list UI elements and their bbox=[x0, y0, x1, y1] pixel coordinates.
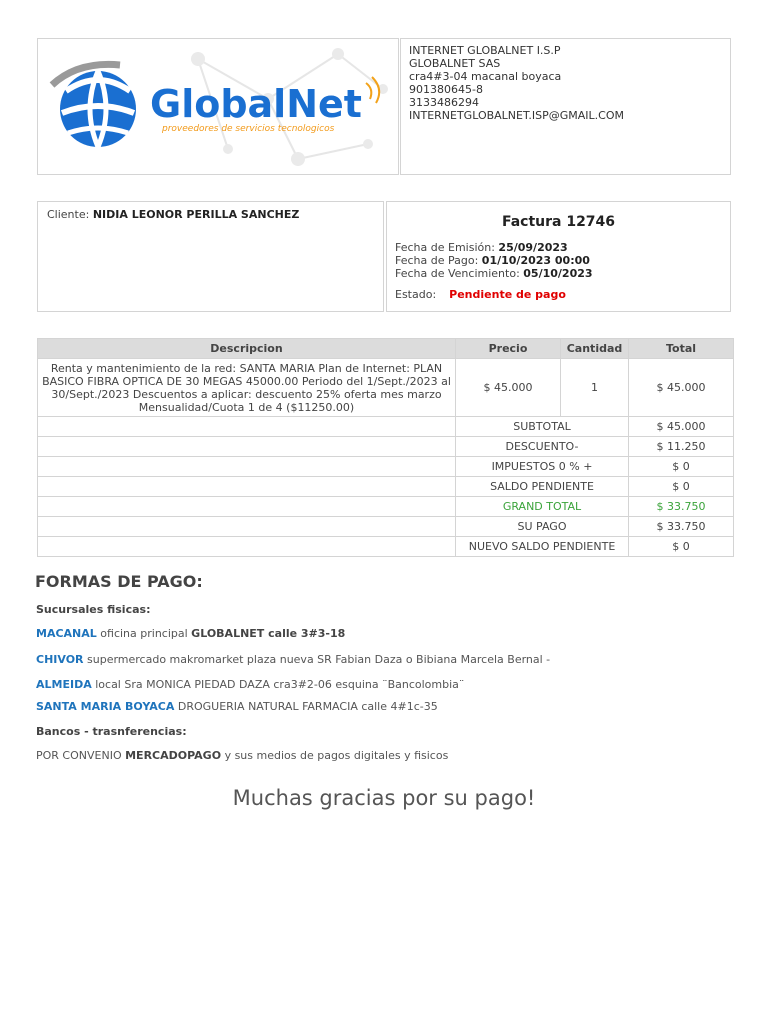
due-date-row bbox=[395, 267, 722, 280]
payment-date-value: 01/10/2023 00:00 bbox=[481, 254, 590, 267]
summary-row bbox=[38, 437, 734, 457]
summary-row bbox=[38, 537, 734, 557]
item-quantity: 1 bbox=[561, 359, 629, 417]
banks-title: Bancos - trasnferencias: bbox=[36, 725, 187, 738]
company-nit: 901380645-8 bbox=[409, 83, 483, 96]
branch-text: oficina principal bbox=[100, 627, 188, 640]
branch-strong: GLOBALNET calle 3#3-18 bbox=[191, 627, 346, 640]
company-legal-name: GLOBALNET SAS bbox=[409, 57, 501, 70]
payment-date-row bbox=[395, 254, 722, 267]
summary-label: IMPUESTOS 0 % + bbox=[456, 457, 629, 477]
branches-title: Sucursales fisicas: bbox=[36, 603, 151, 616]
summary-value: $ 0 bbox=[629, 477, 734, 497]
grand-total-label: GRAND TOTAL bbox=[456, 497, 629, 517]
invoice-table bbox=[37, 338, 734, 557]
due-date-label: Fecha de Vencimiento: bbox=[395, 267, 520, 280]
client-panel bbox=[37, 201, 384, 312]
emission-date-label: Fecha de Emisión: bbox=[395, 241, 495, 254]
summary-label: SUBTOTAL bbox=[456, 417, 629, 437]
svg-text:GlobalNet: GlobalNet bbox=[150, 82, 362, 126]
summary-value: $ 33.750 bbox=[629, 517, 734, 537]
summary-row bbox=[38, 417, 734, 437]
thank-you-message: Muchas gracias por su pago! bbox=[232, 786, 536, 810]
header-total: Total bbox=[629, 339, 734, 359]
summary-value: $ 11.250 bbox=[629, 437, 734, 457]
branch-item bbox=[36, 627, 345, 640]
invoice-panel bbox=[386, 201, 731, 312]
summary-spacer bbox=[38, 517, 456, 537]
branch-text: supermercado makromarket plaza nueva SR Fabian Daza o Bibiana Marcela Bernal - bbox=[87, 653, 551, 666]
summary-label: DESCUENTO- bbox=[456, 437, 629, 457]
table-row bbox=[38, 359, 734, 417]
item-total: $ 45.000 bbox=[629, 359, 734, 417]
branch-text: local Sra MONICA PIEDAD DAZA cra3#2-06 esquina ¨Bancolombia¨ bbox=[95, 678, 465, 691]
branch-place: ALMEIDA bbox=[36, 678, 92, 691]
status-row bbox=[395, 288, 722, 301]
invoice-title: Factura 12746 bbox=[501, 214, 616, 230]
branch-place: CHIVOR bbox=[36, 653, 84, 666]
branch-item bbox=[36, 700, 438, 713]
company-logo-panel bbox=[37, 38, 399, 175]
summary-spacer bbox=[38, 437, 456, 457]
payment-methods-title: FORMAS DE PAGO: bbox=[35, 572, 203, 591]
status-badge: Pendiente de pago bbox=[449, 288, 566, 301]
summary-value: $ 45.000 bbox=[629, 417, 734, 437]
summary-row bbox=[38, 477, 734, 497]
company-phone: 3133486294 bbox=[409, 96, 479, 109]
branch-text: DROGUERIA NATURAL FARMACIA calle 4#1c-35 bbox=[177, 700, 438, 713]
summary-spacer bbox=[38, 537, 456, 557]
item-price: $ 45.000 bbox=[456, 359, 561, 417]
emission-date-row bbox=[395, 241, 722, 254]
globalnet-logo bbox=[38, 39, 398, 174]
summary-spacer bbox=[38, 417, 456, 437]
summary-row bbox=[38, 457, 734, 477]
client-label: Cliente: bbox=[47, 208, 90, 221]
emission-date-value: 25/09/2023 bbox=[498, 241, 568, 254]
summary-spacer bbox=[38, 477, 456, 497]
summary-row bbox=[38, 517, 734, 537]
status-label: Estado: bbox=[395, 288, 437, 301]
header-description: Descripcion bbox=[38, 339, 456, 359]
due-date-value: 05/10/2023 bbox=[523, 267, 593, 280]
banks-provider: MERCADOPAGO bbox=[125, 749, 222, 762]
branch-place: SANTA MARIA BOYACA bbox=[36, 700, 175, 713]
item-description: Renta y mantenimiento de la red: SANTA MARIA Plan de Internet: PLAN BASICO FIBRA OPTICA DE 30 MEGAS 45000.00 Periodo del 1/Sept./2023 al 30/Sept./2023 Descuentos a aplicar: descuento 25% oferta mes marzo Mensualidad/Cuota 1 de 4 ($11250.00) bbox=[38, 359, 456, 417]
table-header-row bbox=[38, 339, 734, 359]
summary-value: $ 0 bbox=[629, 457, 734, 477]
branch-item bbox=[36, 678, 464, 691]
summary-value: $ 0 bbox=[629, 537, 734, 557]
branch-place: MACANAL bbox=[36, 627, 97, 640]
summary-label: NUEVO SALDO PENDIENTE bbox=[456, 537, 629, 557]
svg-text:proveedores de servicios tecno: proveedores de servicios tecnologicos bbox=[162, 124, 335, 134]
summary-row bbox=[38, 497, 734, 517]
client-name: NIDIA LEONOR PERILLA SANCHEZ bbox=[92, 208, 300, 221]
company-email: INTERNETGLOBALNET.ISP@GMAIL.COM bbox=[409, 109, 624, 122]
company-info bbox=[400, 38, 731, 175]
summary-label: SU PAGO bbox=[456, 517, 629, 537]
summary-label: SALDO PENDIENTE bbox=[456, 477, 629, 497]
header-price: Precio bbox=[456, 339, 561, 359]
banks-prefix: POR CONVENIO bbox=[36, 749, 122, 762]
branch-item bbox=[36, 653, 550, 666]
company-name: INTERNET GLOBALNET I.S.P bbox=[409, 44, 561, 57]
summary-spacer bbox=[38, 457, 456, 477]
grand-total-value: $ 33.750 bbox=[629, 497, 734, 517]
banks-line bbox=[36, 749, 448, 762]
payment-date-label: Fecha de Pago: bbox=[395, 254, 479, 267]
header-quantity: Cantidad bbox=[561, 339, 629, 359]
globe-icon bbox=[52, 64, 136, 147]
company-address: cra4#3-04 macanal boyaca bbox=[409, 70, 562, 83]
banks-suffix: y sus medios de pagos digitales y fisicos bbox=[224, 749, 449, 762]
summary-spacer bbox=[38, 497, 456, 517]
